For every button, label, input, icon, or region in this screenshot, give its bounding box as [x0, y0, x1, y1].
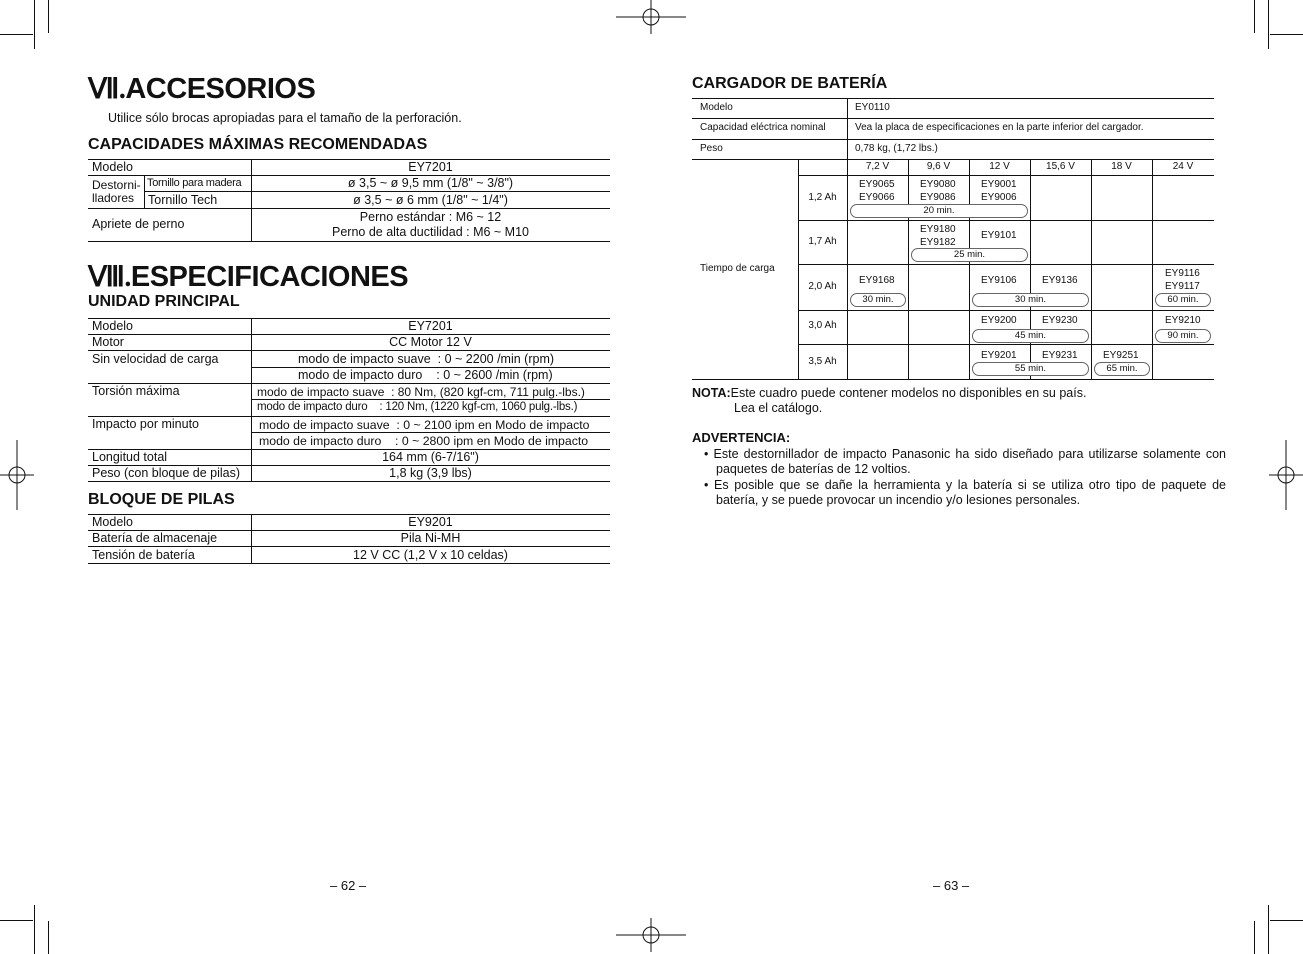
- model-cell: EY9106: [981, 275, 1017, 286]
- model-cell: EY9251: [1103, 350, 1139, 361]
- torque-soft: modo de impacto suave : 80 Nm, (820 kgf-cm, 711 pulg.-lbs.): [257, 385, 585, 399]
- charger-table: [692, 98, 1214, 381]
- charger-weight-value: 0,78 kg, (1,72 lbs.): [855, 143, 938, 154]
- screwdrivers-label: Destorni- lladores: [92, 178, 141, 205]
- model-cell: EY9210: [1165, 315, 1201, 326]
- charge-time-pill: 20 min.: [850, 204, 1028, 218]
- capacity-row-label: 1,2 Ah: [808, 192, 837, 203]
- battery-table: [88, 514, 610, 564]
- capacities-title: CAPACIDADES MÁXIMAS RECOMENDADAS: [88, 136, 428, 153]
- main-unit-title: UNIDAD PRINCIPAL: [88, 293, 240, 310]
- capacity-row-label: 3,5 Ah: [808, 356, 837, 367]
- note-label: NOTA:: [692, 386, 731, 400]
- page-number-right: – 63 –: [933, 878, 970, 893]
- weight-label: Peso (con bloque de pilas): [92, 466, 241, 480]
- page-number-left: – 62 –: [330, 878, 367, 893]
- tech-screw-label: Tornillo Tech: [148, 193, 218, 207]
- charge-time-label: Tiempo de carga: [700, 263, 775, 274]
- torque-hard: modo de impacto duro : 120 Nm, (1220 kgf-cm, 1060 pulg.-lbs.): [257, 401, 578, 413]
- charge-time-pill: 90 min.: [1155, 329, 1211, 343]
- warning-item-2: • Es posible que se dañe la herramienta y la batería si se utiliza otro tipo de paquete de batería, y se puede provocar un incendio y/o lesiones personales.: [704, 478, 1226, 507]
- section-title: ESPECIFICACIONES: [130, 261, 409, 293]
- main-unit-table: [88, 318, 610, 482]
- weight-value: 1,8 kg (3,9 lbs): [389, 466, 472, 480]
- charge-time-pill: 25 min.: [911, 248, 1028, 262]
- capacity-value: Vea la placa de especificaciones en la parte inferior del cargador.: [855, 122, 1144, 133]
- charger-model-value: EY0110: [855, 102, 890, 113]
- note-text-1: Este cuadro puede contener modelos no disponibles en su país.: [730, 386, 1087, 400]
- section-title: ACCESORIOS: [125, 73, 316, 105]
- model-label: Modelo: [92, 319, 133, 333]
- storage-value: Pila Ni-MH: [400, 531, 461, 545]
- tech-screw-value: ø 3,5 ~ ø 6 mm (1/8" ~ 1/4"): [353, 193, 508, 207]
- bolt-value: Perno estándar : M6 ~ 12 Perno de alta ductilidad : M6 ~ M10: [332, 210, 529, 239]
- voltage-label: Tensión de batería: [92, 548, 195, 562]
- charger-weight-label: Peso: [700, 143, 723, 154]
- charge-time-pill: 30 min.: [972, 293, 1089, 307]
- voltage-header: 9,6 V: [926, 161, 951, 172]
- ipm-label: Impacto por minuto: [92, 417, 199, 431]
- model-cell: EY9231: [1042, 350, 1078, 361]
- capacity-row-label: 3,0 Ah: [808, 320, 837, 331]
- wood-screw-value: ø 3,5 ~ ø 9,5 mm (1/8" ~ 3/8"): [347, 176, 514, 190]
- model-cell: EY9180 EY9182: [920, 224, 956, 248]
- capacity-row-label: 2,0 Ah: [808, 281, 837, 292]
- ipm-hard: modo de impacto duro : 0 ~ 2800 ipm en Modo de impacto: [259, 434, 589, 448]
- capacities-table: [88, 159, 610, 242]
- voltage-header: 24 V: [1172, 161, 1194, 172]
- speed-hard: modo de impacto duro : 0 ~ 2600 /min (rpm): [298, 368, 553, 382]
- wood-screw-label: Tornillo para madera: [147, 177, 242, 189]
- model-cell: EY9201: [981, 350, 1017, 361]
- model-label: Modelo: [92, 160, 133, 174]
- capacity-row-label: 1,7 Ah: [808, 236, 837, 247]
- length-value: 164 mm (6-7/16"): [382, 450, 479, 464]
- model-cell: EY9116 EY9117: [1165, 268, 1200, 292]
- ipm-soft: modo de impacto suave : 0 ~ 2100 ipm en Modo de impacto: [259, 418, 590, 432]
- battery-title: BLOQUE DE PILAS: [88, 491, 235, 508]
- voltage-header: 15,6 V: [1046, 161, 1075, 172]
- storage-label: Batería de almacenaje: [92, 531, 218, 545]
- model-label: Modelo: [92, 515, 133, 529]
- model-cell: EY9200: [981, 315, 1017, 326]
- note-text-2: Lea el catálogo.: [734, 401, 823, 415]
- section-7-heading: [88, 72, 315, 106]
- section-8-heading: [88, 260, 408, 294]
- warning-title: ADVERTENCIA:: [692, 430, 791, 445]
- length-label: Longitud total: [92, 450, 168, 464]
- model-value: EY7201: [408, 319, 453, 333]
- motor-label: Motor: [92, 335, 124, 349]
- bolt-label: Apriete de perno: [92, 217, 185, 231]
- charge-time-pill: 30 min.: [850, 293, 906, 307]
- model-cell: EY9168: [859, 275, 895, 286]
- capacity-label: Capacidad eléctrica nominal: [700, 122, 826, 133]
- speed-soft: modo de impacto suave : 0 ~ 2200 /min (rpm): [298, 352, 555, 366]
- charge-time-pill: 55 min.: [972, 362, 1089, 376]
- model-cell: EY9080 EY9086: [920, 179, 956, 203]
- registration-mark-bottom: [616, 918, 686, 952]
- voltage-header: 7,2 V: [865, 161, 890, 172]
- voltage-header: 12 V: [989, 161, 1010, 172]
- accessories-note: Utilice sólo brocas apropiadas para el tamaño de la perforación.: [108, 111, 462, 125]
- roman-numeral: Ⅶ.: [88, 74, 126, 105]
- model-cell: EY9230: [1042, 315, 1078, 326]
- model-value: EY7201: [408, 160, 453, 174]
- model-cell: EY9001 EY9006: [981, 179, 1017, 203]
- speed-label: Sin velocidad de carga: [92, 352, 219, 366]
- charger-title: CARGADOR DE BATERÍA: [692, 75, 888, 92]
- charge-time-pill: 45 min.: [972, 329, 1089, 343]
- model-cell: EY9101: [981, 230, 1017, 241]
- charge-time-pill: 60 min.: [1155, 293, 1211, 307]
- model-value: EY9201: [408, 515, 453, 529]
- model-cell: EY9136: [1042, 275, 1078, 286]
- warning-item-1: • Este destornillador de impacto Panasonic ha sido diseñado para utilizarse solamente con paquetes de baterías de 12 voltios.: [704, 447, 1226, 476]
- model-cell: EY9065 EY9066: [859, 179, 895, 203]
- charge-time-pill: 65 min.: [1094, 362, 1150, 376]
- torque-label: Torsión máxima: [92, 384, 180, 398]
- charger-model-label: Modelo: [700, 102, 733, 113]
- note-block: [692, 386, 1086, 416]
- motor-value: CC Motor 12 V: [389, 335, 472, 349]
- voltage-header: 18 V: [1111, 161, 1132, 172]
- registration-mark-top: [616, 0, 686, 34]
- registration-mark-left: [0, 440, 34, 510]
- voltage-value: 12 V CC (1,2 V x 10 celdas): [353, 548, 508, 562]
- registration-mark-right: [1269, 440, 1303, 510]
- roman-numeral: Ⅷ.: [88, 262, 131, 293]
